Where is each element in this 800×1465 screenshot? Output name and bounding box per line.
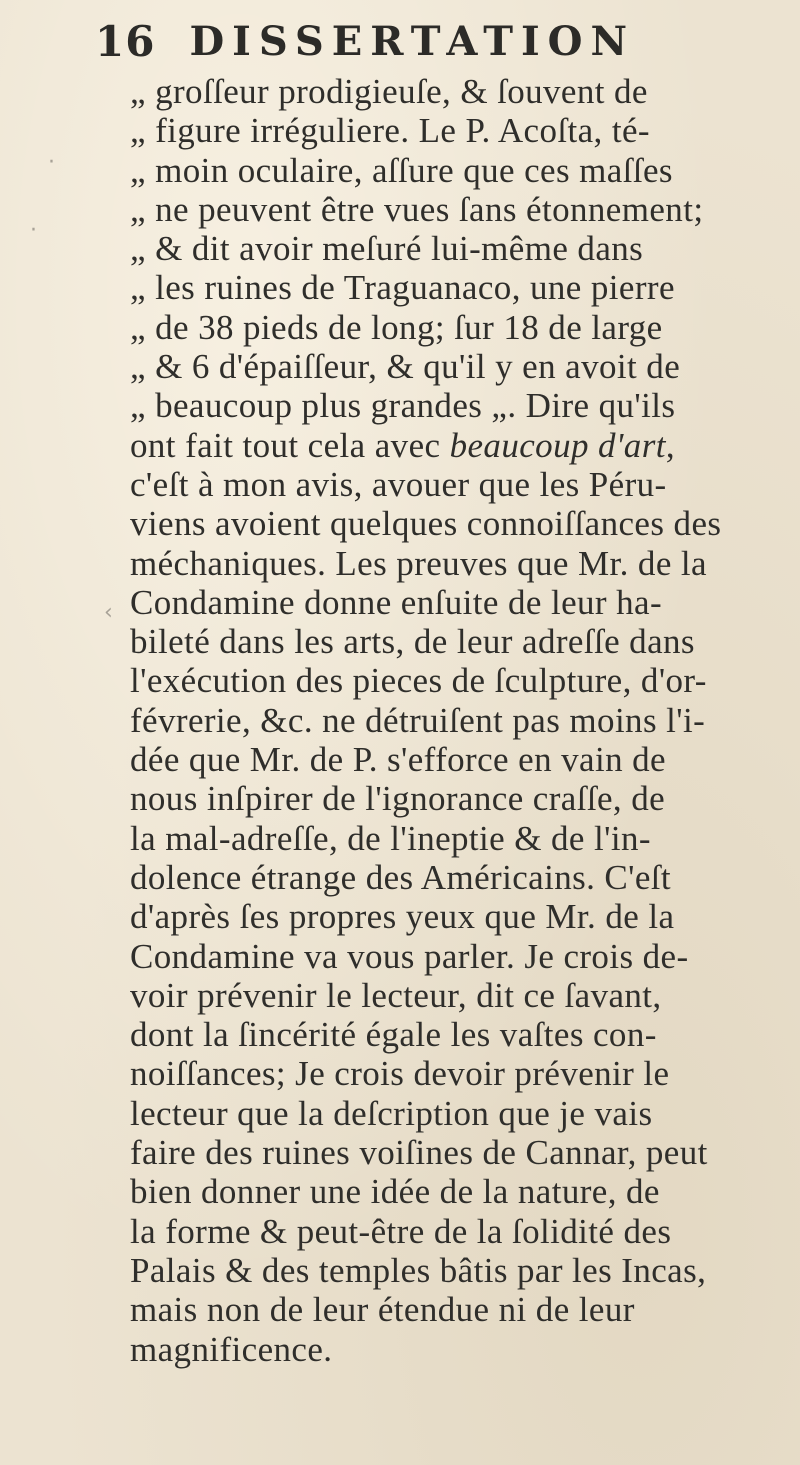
text-line: „ ne peuvent être vues ſans étonnement; — [130, 189, 704, 229]
text-line: viens avoient quelques connoiſſances des — [130, 504, 722, 544]
page-number: 16 — [95, 16, 156, 66]
text-line: „ de 38 pieds de long; ſur 18 de large — [130, 307, 663, 347]
italic-phrase: beaucoup d'art — [449, 425, 666, 465]
text-line: Palais & des temples bâtis par les Incas, — [130, 1250, 707, 1290]
text-line: c'eſt à mon avis, avouer que les Péru- — [130, 464, 667, 504]
text-line: faire des ruines voiſines de Cannar, peut — [130, 1133, 708, 1173]
body-text — [130, 72, 742, 1369]
text-line: magnificence. — [130, 1329, 333, 1369]
text-run: ont fait tout cela avec — [130, 425, 450, 465]
text-line: bileté dans les arts, de leur adreſſe dans — [130, 622, 695, 662]
text-line: l'exécution des pieces de ſculpture, d'or- — [130, 661, 707, 701]
text-line: „ groſſeur prodigieuſe, & ſouvent de — [130, 72, 648, 111]
text-line: „ moin oculaire, aſſure que ces maſſes — [130, 150, 673, 190]
text-line: dont la ſincérité égale les vaſtes con- — [130, 1015, 657, 1055]
running-title: DISSERTATION — [189, 17, 636, 65]
text-line: dolence étrange des Américains. C'eſt — [130, 857, 672, 897]
text-line: févrerie, &c. ne détruiſent pas moins l'i- — [130, 700, 706, 740]
text-line: noiſſances; Je crois devoir prévenir le — [130, 1054, 670, 1094]
text-line: „ beaucoup plus grandes „. Dire qu'ils — [130, 386, 676, 426]
text-line-emphasis — [130, 426, 742, 465]
text-line: bien donner une idée de la nature, de — [130, 1172, 660, 1212]
text-run: , — [665, 425, 675, 465]
text-line: dée que Mr. de P. s'efforce en vain de — [130, 740, 666, 780]
text-line: lecteur que la deſcription que je vais — [130, 1093, 653, 1133]
text-line: la forme & peut-être de la ſolidité des — [130, 1211, 672, 1251]
text-line: Condamine va vous parler. Je crois de- — [130, 936, 689, 976]
text-line: mais non de leur étendue ni de leur — [130, 1290, 635, 1330]
text-line: „ les ruines de Traguanaco, une pierre — [130, 268, 675, 308]
margin-mark: ‹ — [104, 600, 113, 625]
margin-mark: · — [30, 218, 37, 243]
text-line: la mal-adreſſe, de l'ineptie & de l'in- — [130, 818, 651, 858]
text-line: nous inſpirer de l'ignorance craſſe, de — [130, 779, 666, 819]
text-line: „ & dit avoir meſuré lui-même dans — [130, 229, 644, 269]
page-header — [95, 12, 735, 70]
text-line: voir prévenir le lecteur, dit ce ſavant, — [130, 975, 662, 1015]
text-line: méchaniques. Les preuves que Mr. de la — [130, 543, 707, 583]
text-line: „ figure irréguliere. Le P. Acoſta, té- — [130, 111, 650, 151]
text-line: „ & 6 d'épaiſſeur, & qu'il y en avoit de — [130, 347, 681, 387]
margin-mark: · — [48, 150, 55, 175]
text-line: d'après ſes propres yeux que Mr. de la — [130, 897, 675, 937]
text-line: Condamine donne enſuite de leur ha- — [130, 582, 663, 622]
